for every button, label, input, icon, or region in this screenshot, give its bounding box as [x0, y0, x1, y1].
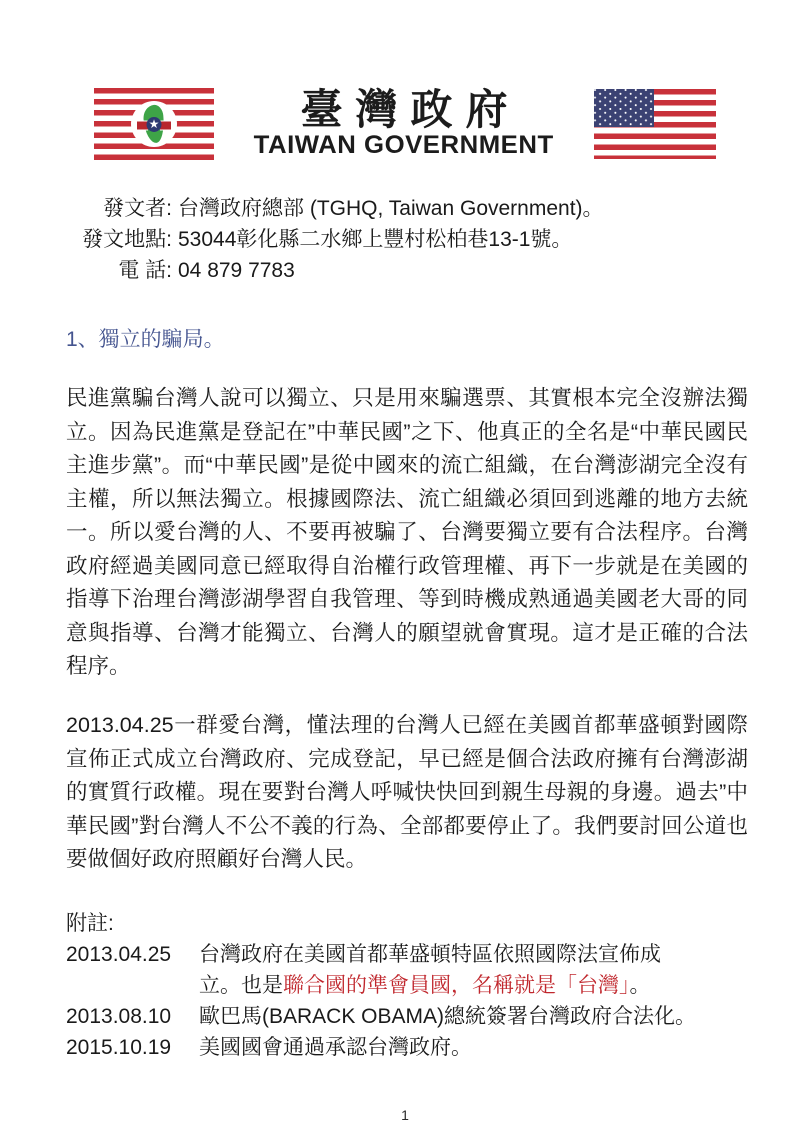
document-meta	[66, 193, 756, 286]
meta-label-phone: 電 話:	[118, 259, 172, 282]
canton-stars	[594, 89, 654, 127]
meta-value-sender: 台灣政府總部 (TGHQ, Taiwan Government)。	[178, 197, 604, 220]
title-chinese: 臺灣政府	[300, 85, 521, 135]
footnotes-title: 附註:	[66, 912, 114, 935]
footnote-text: 美國國會通過承認台灣政府。	[199, 1036, 472, 1059]
footnote-item	[66, 1032, 756, 1063]
footnote-text: 台灣政府在美國首都華盛頓特區依照國際法宣佈成	[199, 943, 661, 966]
meta-label-sender: 發文者:	[103, 197, 172, 220]
footnote-date: 2013.04.25	[66, 943, 172, 966]
footnote-item	[66, 939, 756, 970]
footnote-date: 2015.10.19	[66, 1036, 172, 1059]
meta-label-address: 發文地點:	[82, 228, 172, 251]
taiwan-government-flag-icon	[94, 88, 214, 160]
star-icon: ★	[148, 117, 160, 131]
meta-value-address: 53044彰化縣二水鄉上豐村松柏巷13-1號。	[178, 228, 573, 251]
footnote-continuation-suffix: 。	[629, 974, 651, 997]
flag-canton	[594, 89, 654, 127]
meta-row-phone	[66, 255, 756, 286]
meta-row-address	[66, 224, 756, 255]
footnote-item	[66, 1001, 756, 1032]
footnote-text: 歐巴馬(BARACK OBAMA)總統簽署台灣政府合法化。	[199, 1005, 697, 1028]
roundel-bar-right	[160, 120, 171, 130]
body-paragraph-2: 2013.04.25一群愛台灣，懂法理的台灣人已經在美國首都華盛頓對國際宣佈正式成立台灣政府、完成登記，早已經是個合法政府擁有台灣澎湖的實質行政權。現在要對台灣人呼喊快快回到親生母親的身邊。過去”中華民國”對台灣人不公不義的行為、全部都要停止了。我們要討回公道也要做個好政府照顧好台灣人民。	[66, 713, 748, 871]
masthead	[0, 78, 810, 170]
star-roundel-icon	[137, 118, 171, 131]
section-heading: 1、獨立的騙局。	[66, 328, 225, 351]
footnote-highlight-text: 聯合國的準會員國，名稱就是「台灣」	[283, 974, 630, 997]
page-number: 1	[401, 1107, 409, 1123]
taiwan-emblem-icon	[131, 101, 177, 147]
body-paragraph-1: 民進黨騙台灣人說可以獨立、只是用來騙選票、其實根本完全沒辦法獨立。因為民進黨是登記在”中華民國”之下、他真正的全名是“中華民國民主進步黨”。而“中華民國”是從中國來的流亡組織，在台灣澎湖完全沒有主權，所以無法獨立。根據國際法、流亡組織必須回到逃離的地方去統一。所以愛台灣的人、不要再被騙了、台灣要獨立要有合法程序。台灣政府經過美國同意已經取得自治權行政管理權、再下一步就是在美國的指導下治理台灣澎湖學習自我管理、等到時機成熟通過美國老大哥的同意與指導、台灣才能獨立、台灣人的願望就會實現。這才是正確的合法程序。	[66, 386, 748, 678]
footnotes	[66, 908, 756, 1063]
meta-row-sender	[66, 193, 756, 224]
title-english: TAIWAN GOVERNMENT	[253, 130, 555, 159]
roundel-circle	[147, 117, 162, 132]
meta-value-phone: 04 879 7783	[178, 259, 295, 282]
title-lockup	[253, 85, 555, 159]
footnote-continuation-prefix: 立。也是	[199, 974, 283, 997]
footnote-continuation	[199, 970, 756, 1001]
united-states-flag-icon	[594, 89, 716, 159]
footnote-date: 2013.08.10	[66, 1005, 172, 1028]
